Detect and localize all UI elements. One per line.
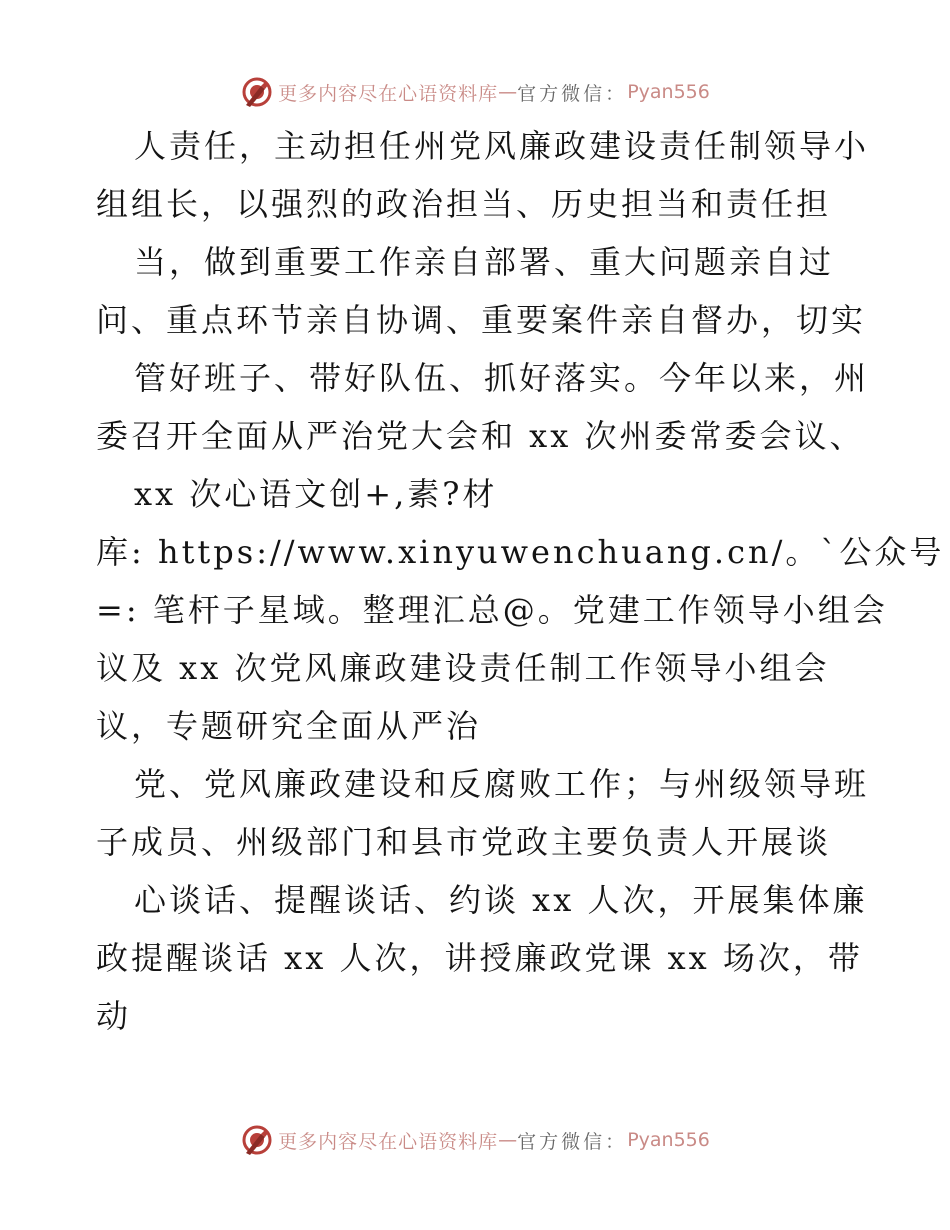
body-line: 库: https://www.xinyuwenchuang.cn/。`公众号 — [96, 533, 945, 571]
body-line: 人责任，主动担任州党风廉政建设责任制领导小 — [134, 127, 870, 165]
header-wechat-id: Pyan556 — [627, 81, 710, 103]
body-line: 问、重点环节亲自协调、重要案件亲自督办，切实 — [96, 301, 867, 339]
body-line: 党、党风廉政建设和反腐败工作；与州级领导班 — [134, 765, 870, 803]
body-line: =: 笔杆子星域。整理汇总@。党建工作领导小组会 — [96, 591, 888, 629]
body-line: 心谈话、提醒谈话、约谈 xx 人次，开展集体廉 — [134, 881, 868, 919]
body-line: 当，做到重要工作亲自部署、重大问题亲自过 — [134, 243, 835, 281]
body-line: 动 — [96, 997, 132, 1035]
body-line: 委召开全面从严治党大会和 xx 次州委常委会议、 — [96, 417, 865, 455]
body-line: 管好班子、带好队伍、抓好落实。今年以来，州 — [134, 359, 870, 397]
footer-wechat-label: 官方微信： — [517, 1130, 628, 1153]
body-line: 子成员、州级部门和县市党政主要负责人开展谈 — [96, 823, 832, 861]
body-line: 议及 xx 次党风廉政建设责任制工作领导小组会 — [96, 649, 830, 687]
header-wechat-label: 官方微信： — [517, 82, 628, 105]
header-dash: — — [498, 81, 518, 103]
body-line: 政提醒谈话 xx 人次，讲授廉政党课 xx 场次，带 — [96, 939, 863, 977]
pen-logo-icon — [240, 1123, 274, 1157]
footer-site-text: 更多内容尽在心语资料库 — [278, 1130, 499, 1153]
body-line: 组组长，以强烈的政治担当、历史担当和责任担 — [96, 185, 832, 223]
body-line: xx 次心语文创+,素?材 — [134, 475, 498, 513]
footer-dash: — — [498, 1129, 518, 1151]
body-line: 议，专题研究全面从严治 — [96, 707, 482, 745]
header-banner — [0, 72, 950, 112]
header-site-text: 更多内容尽在心语资料库 — [278, 82, 499, 105]
footer-banner — [0, 1120, 950, 1160]
footer-wechat-id: Pyan556 — [627, 1129, 710, 1151]
pen-logo-icon — [240, 75, 274, 109]
